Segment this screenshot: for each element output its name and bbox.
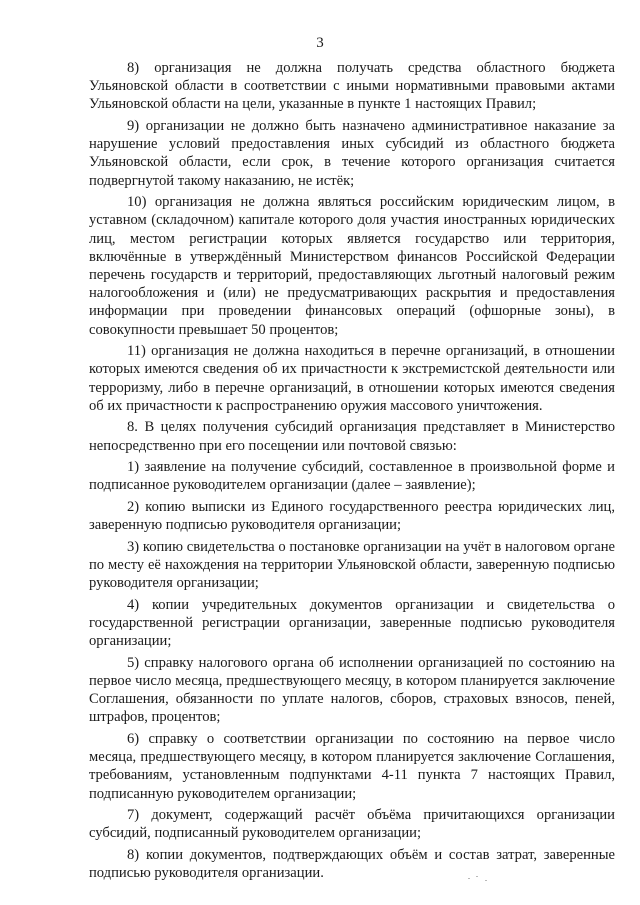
paragraph-clause-8-documents-submission: 8. В целях получения субсидий организация представляет в Министерство непосредственно при его посещении или почтовой связью: — [89, 419, 615, 454]
page-number: 3 — [316, 35, 324, 51]
paragraph-doc-4-founding-documents: 4) копии учредительных документов организации и свидетельства о государственной регистрации организации, заверенные подписью руководителя организации; — [89, 596, 615, 650]
paragraph-item-9-no-administrative-penalty: 9) организации не должно быть назначено административное наказание за нарушение условий предоставления иных субсидий из областного бюджета Ульяновской области, если срок, в течение которого организация считается подвергнутой такому наказанию, не истёк; — [89, 118, 615, 189]
paragraph-doc-5-tax-authority-certificate: 5) справку налогового органа об исполнении организацией по состоянию на первое число месяца, предшествующего месяцу, в котором планируется заключение Соглашения, обязанности по уплате налогов, сборов, страховых взносов, пеней, штрафов, процентов; — [89, 654, 615, 726]
paragraph-doc-1-application: 1) заявление на получение субсидий, составленное в произвольной форме и подписанное руководителем организации (далее – заявление); — [89, 459, 615, 494]
document-body — [89, 59, 615, 882]
paragraph-item-10-not-offshore-entity: 10) организация не должна являться российским юридическим лицом, в уставном (складочном) капитале которого доля участия иностранных юридических лиц, местом регистрации которых является государство или территория, включённые в утверждённый Министерством финансов Российской Федерации перечень государств и территорий, предоставляющих льготный налоговый режим налогообложения и (или) не предусматривающих раскрытия и предоставления информации при проведении финансовых операций (офшорные зоны), в совокупности превышает 50 процентов; — [89, 194, 615, 338]
scan-speck — [476, 876, 478, 877]
paragraph-doc-6-compliance-certificate: 6) справку о соответствии организации по состоянию на первое число месяца, предшествующего месяцу, в котором планируется заключение Соглашения, требованиям, установленным подпунктами 4-11 пункта 7 настоящих Правил, подписанную руководителем организации; — [89, 731, 615, 802]
scan-speck — [485, 880, 487, 881]
scan-speck — [468, 878, 470, 879]
paragraph-doc-3-tax-registration-certificate: 3) копию свидетельства о постановке организации на учёт в налоговом органе по месту её нахождения на территории Ульяновской области, заверенную подписью руководителя организации; — [89, 538, 615, 592]
paragraph-doc-8-cost-documents: 8) копии документов, подтверждающих объём и состав затрат, заверенные подписью руководителя организации. — [89, 847, 615, 882]
paragraph-item-11-not-in-extremism-list: 11) организация не должна находиться в перечне организаций, в отношении которых имеются сведения об их причастности к экстремистской деятельности или терроризму, либо в перечне организаций, в отношении которых имеются сведения об их причастности к распространению оружия массового уничтожения. — [89, 343, 615, 414]
paragraph-doc-7-subsidy-calculation: 7) документ, содержащий расчёт объёма причитающихся организации субсидий, подписанный руководителем организации; — [89, 807, 615, 842]
paragraph-item-8-no-regional-budget-funds: 8) организация не должна получать средства областного бюджета Ульяновской области в соответствии с иными нормативными правовыми актами Ульяновской области на цели, указанные в пункте 1 настоящих Правил; — [89, 60, 615, 113]
paragraph-doc-2-register-extract: 2) копию выписки из Единого государственного реестра юридических лиц, заверенную подписью руководителя организации; — [89, 499, 615, 534]
